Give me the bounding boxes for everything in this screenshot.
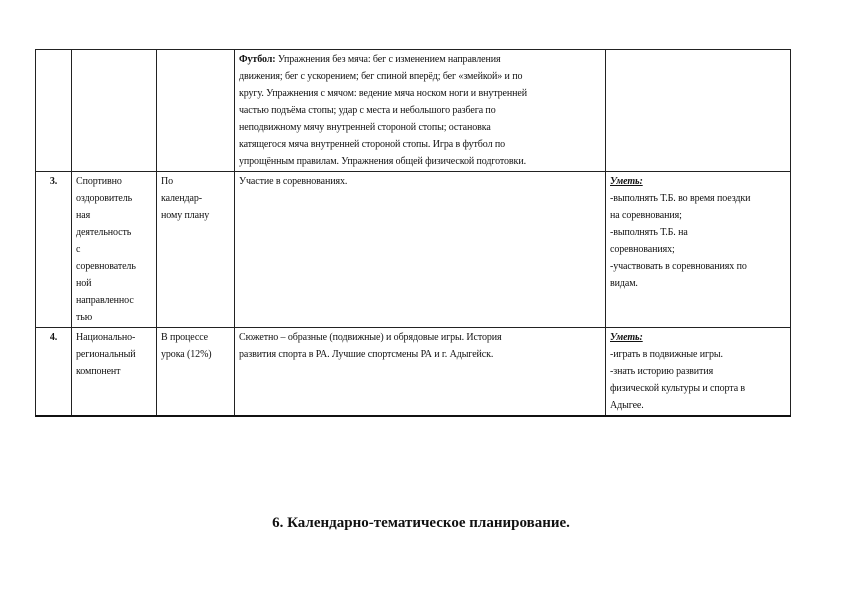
row-number-cell (36, 172, 72, 328)
cell-text-line: развития спорта в РА. Лучшие спортсмены РА и г. Адыгейск. (239, 349, 494, 360)
row-number-cell (36, 328, 72, 417)
content-cell (235, 328, 606, 417)
cell-text-line: на соревнования; (610, 210, 682, 221)
program-table-body (36, 50, 791, 417)
cell-text-line: видам. (610, 278, 638, 289)
cell-text-line: В процессе (161, 332, 208, 343)
content-cell (235, 172, 606, 328)
cell-text-line: направленнос (76, 295, 134, 306)
hours-cell (157, 50, 235, 172)
cell-text-line: Спортивно (76, 176, 122, 187)
table-row (36, 328, 791, 417)
cell-text-line: урока (12%) (161, 349, 212, 360)
content-text: Упражнения без мяча: бег с изменением направления (275, 54, 501, 65)
table-row (36, 50, 791, 172)
row-number: 4. (49, 332, 58, 343)
cell-text-line: календар- (161, 193, 202, 204)
cell-text-line: ному плану (161, 210, 210, 221)
content-cell (235, 50, 606, 172)
cell-text-line: -выполнять Т.Б. на (610, 227, 688, 238)
cell-text-line: -участвовать в соревнованиях по (610, 261, 747, 272)
section-name-cell (72, 172, 157, 328)
cell-text-line: региональный (76, 349, 136, 360)
cell-text-line: деятельность (76, 227, 132, 238)
cell-text-line: катящегося мяча внутренней стороной стопы. Игра в футбол по (239, 139, 506, 150)
section-name-cell (72, 328, 157, 417)
cell-text-line: -знать историю развития (610, 366, 714, 377)
cell-text-line: Адыгее. (610, 400, 644, 411)
cell-text-line: По (161, 176, 174, 187)
section-title: 6. Календарно-тематическое планирование. (272, 515, 570, 531)
hours-cell (157, 172, 235, 328)
section-name-cell (72, 50, 157, 172)
cell-text-line: упрощённым правилам. Упражнения общей физической подготовки. (239, 156, 526, 167)
skills-heading: Уметь: (610, 176, 643, 187)
hours-cell (157, 328, 235, 417)
cell-text-line: ная (76, 210, 91, 221)
cell-text-line: Сюжетно – образные (подвижные) и обрядовые игры. История (239, 332, 502, 343)
cell-text-line: -играть в подвижные игры. (610, 349, 723, 360)
cell-text-line: соревнованиях; (610, 244, 675, 255)
program-table (35, 49, 791, 417)
cell-text-line: тью (76, 312, 93, 323)
skills-cell (606, 328, 791, 417)
skills-heading: Уметь: (610, 332, 643, 343)
cell-text-line: Национально- (76, 332, 136, 343)
content-topic-label: Футбол: (239, 54, 276, 65)
cell-text-line: компонент (76, 366, 121, 377)
cell-text-line: с (76, 244, 81, 255)
cell-text-line: кругу. Упражнения с мячом: ведение мяча носком ноги и внутренней (239, 88, 527, 99)
cell-text-line: физической культуры и спорта в (610, 383, 746, 394)
cell-text-line (239, 51, 601, 68)
cell-text-line: неподвижному мячу внутренней стороной стопы; остановка (239, 122, 491, 133)
cell-text-line: соревнователь (76, 261, 136, 272)
cell-text-line: оздоровитель (76, 193, 133, 204)
skills-cell (606, 50, 791, 172)
cell-text-line: ной (76, 278, 92, 289)
row-number-cell (36, 50, 72, 172)
cell-text-line: частью подъёма стопы; удар с места и небольшого разбега по (239, 105, 496, 116)
cell-text-line: движения; бег с ускорением; бег спиной вперёд; бег «змейкой» и по (239, 71, 523, 82)
skills-cell (606, 172, 791, 328)
cell-text-line: -выполнять Т.Б. во время поездки (610, 193, 751, 204)
cell-text-line: Участие в соревнованиях. (239, 176, 348, 187)
table-row (36, 172, 791, 328)
row-number: 3. (49, 176, 58, 187)
